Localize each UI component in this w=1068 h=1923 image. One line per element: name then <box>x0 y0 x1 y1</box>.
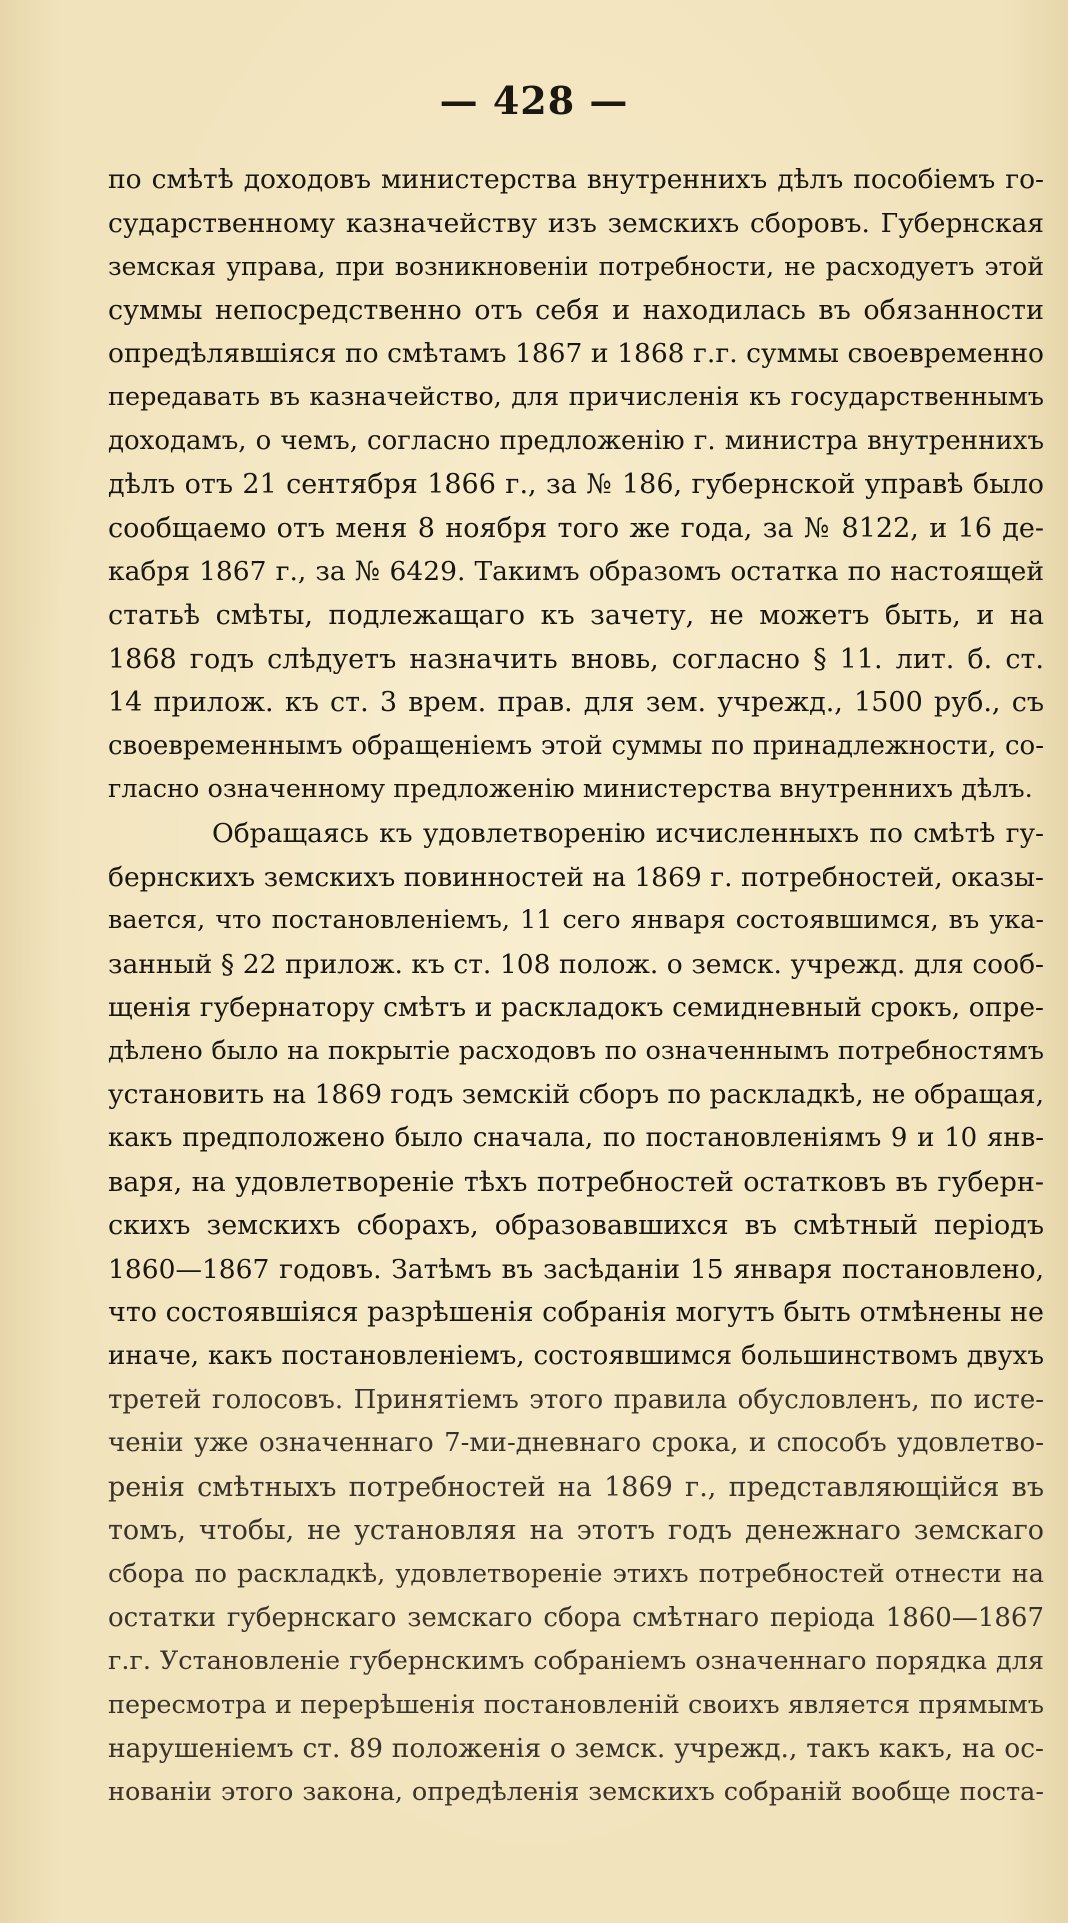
text-line: занный § 22 прилож. къ ст. 108 полож. о земск. учрежд. для сооб- <box>108 948 1044 980</box>
text-line: гласно означенному предложенію министерства внутреннихъ дѣлъ. <box>108 774 1033 805</box>
text-line: ренія смѣтныхъ потребностей на 1869 г., представляющійся въ <box>108 1471 1044 1503</box>
text-line: остатки губернскаго земскаго сбора смѣтнаго періода 1860—1867 <box>108 1602 1044 1633</box>
paragraph-first-line: Обращаясь къ удовлетворенію исчисленныхъ по смѣтѣ гу- <box>212 817 1044 849</box>
text-line: третей голосовъ. Принятіемъ этого правила обусловленъ, по исте- <box>108 1384 1044 1415</box>
text-line: установить на 1869 годъ земскій сборъ по раскладкѣ, не обращая, <box>108 1079 1044 1111</box>
text-line: 14 прилож. къ ст. 3 врем. прав. для зем. учрежд., 1500 руб., съ <box>108 687 1044 719</box>
text-line: 1860—1867 годовъ. Затѣмъ въ засѣданіи 15 января постановлено, <box>108 1253 1044 1285</box>
text-line: г.г. Установленіе губернскимъ собраніемъ означеннаго порядка для <box>108 1646 1044 1677</box>
text-line: нованіи этого закона, опредѣленія земскихъ собраній вообще поста- <box>108 1776 1044 1807</box>
text-line: щенія губернатору смѣтъ и раскладокъ семидневный срокъ, опре- <box>108 992 1044 1024</box>
text-line: своевременнымъ обращеніемъ этой суммы по принадлежности, со- <box>108 730 1044 761</box>
text-line: статьѣ смѣты, подлежащаго къ зачету, не можетъ быть, и на <box>108 599 1044 631</box>
text-line: сообщаемо отъ меня 8 ноября того же года, за № 8122, и 16 де- <box>108 512 1044 544</box>
text-line: суммы непосредственно отъ себя и находилась въ обязанности <box>108 294 1044 326</box>
text-line: какъ предположено было сначала, по постановленіямъ 9 и 10 янв- <box>108 1123 1044 1154</box>
text-line: дѣлъ отъ 21 сентября 1866 г., за № 186, губернской управѣ было <box>108 469 1044 501</box>
text-line: нарушеніемъ ст. 89 положенія о земск. учрежд., такъ какъ, на ос- <box>108 1733 1044 1765</box>
text-line: доходамъ, о чемъ, согласно предложенію г. министра внутреннихъ <box>108 425 1044 456</box>
text-line: что состоявшіяся разрѣшенія собранія могутъ быть отмѣнены не <box>108 1297 1044 1329</box>
page-number: — 428 — <box>439 78 629 123</box>
text-line: варя, на удовлетвореніе тѣхъ потребностей остатковъ въ губерн- <box>108 1166 1044 1198</box>
text-line: земская управа, при возникновеніи потребности, не расходуетъ этой <box>108 252 1044 282</box>
text-line: томъ, чтобы, не установляя на этотъ годъ денежнаго земскаго <box>108 1515 1044 1547</box>
text-line: ченіи уже означеннаго 7-ми-дневнаго срока, и способъ удовлетво- <box>108 1428 1044 1459</box>
text-line: сударственному казначейству изъ земскихъ сборовъ. Губернская <box>108 207 1044 239</box>
text-line: сбора по раскладкѣ, удовлетвореніе этихъ потребностей отнести на <box>108 1559 1044 1589</box>
text-line: бернскихъ земскихъ повинностей на 1869 г. потребностей, оказы- <box>108 861 1044 893</box>
body-text <box>108 158 1044 1815</box>
text-line: передавать въ казначейство, для причисленія къ государственнымъ <box>108 381 1044 412</box>
text-line: кабря 1867 г., за № 6429. Такимъ образомъ остатка по настоящей <box>108 556 1044 588</box>
text-line: пересмотра и перерѣшенія постановленій своихъ является прямымъ <box>108 1689 1044 1720</box>
text-line: 1868 годъ слѣдуетъ назначить вновь, согласно § 11. лит. б. ст. <box>108 643 1044 675</box>
text-line: по смѣтѣ доходовъ министерства внутреннихъ дѣлъ пособіемъ го- <box>108 164 1044 195</box>
text-line: иначе, какъ постановленіемъ, состоявшимся большинствомъ двухъ <box>108 1341 1044 1372</box>
text-line: вается, что постановленіемъ, 11 сего января состоявшимся, въ ука- <box>108 905 1044 936</box>
text-line: опредѣлявшіяся по смѣтамъ 1867 и 1868 г.г. суммы своевременно <box>108 338 1044 370</box>
text-line: скихъ земскихъ сборахъ, образовавшихся въ смѣтный періодъ <box>108 1210 1044 1242</box>
text-line: дѣлено было на покрытіе расходовъ по означеннымъ потребностямъ <box>108 1035 1044 1066</box>
